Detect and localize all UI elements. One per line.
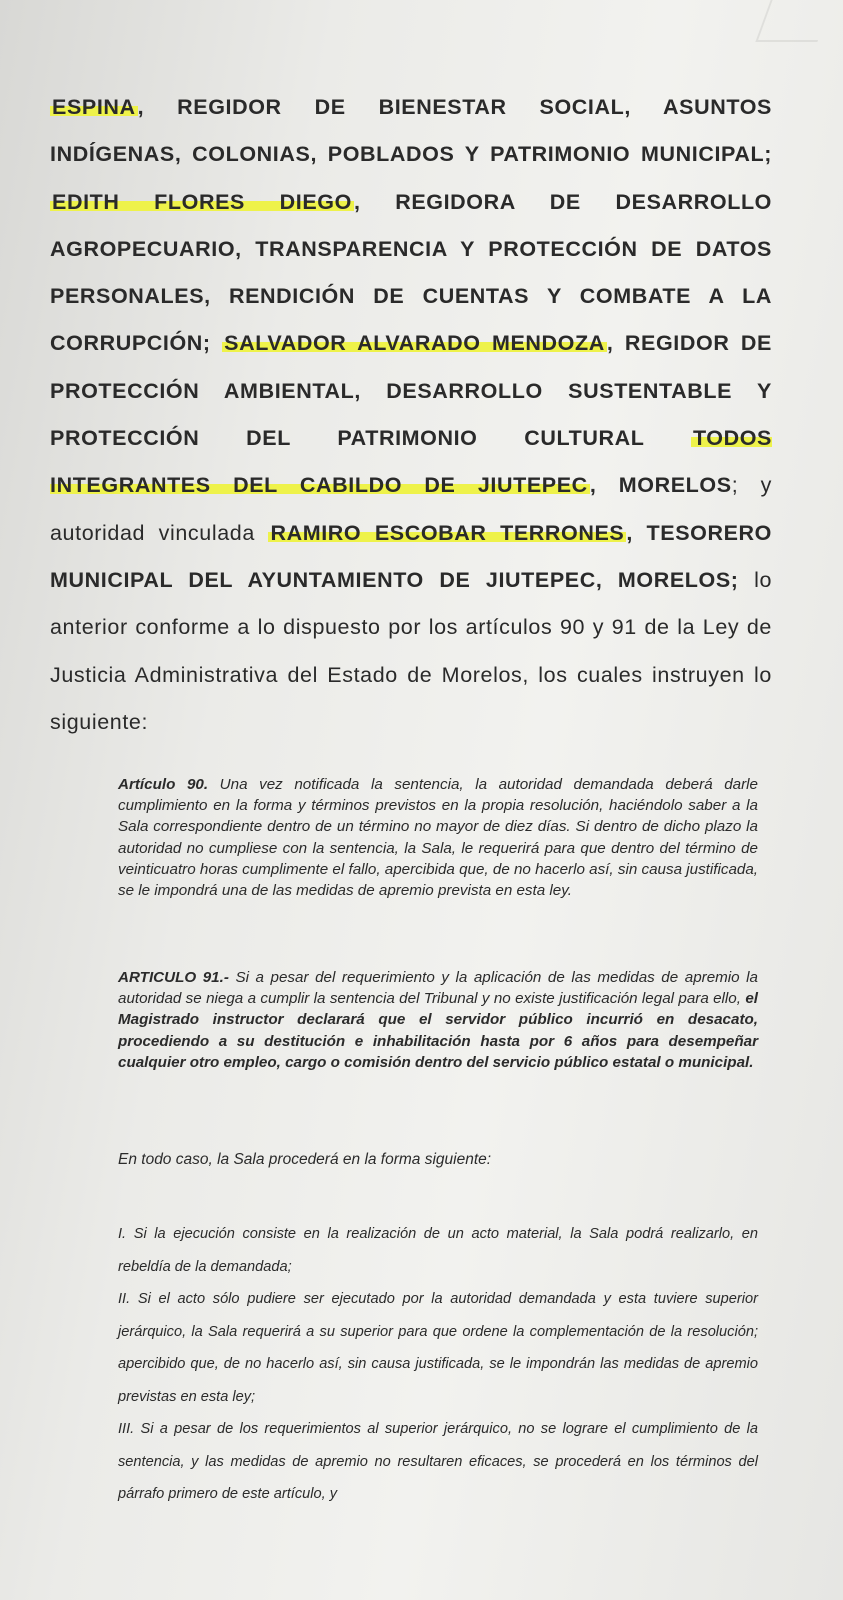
article-91-bold-text: el Magistrado instructor declarará que el servidor público incurrió en desacato, procediendo a su destitución e inhabilitación hasta por 6 años para desempeñar cualquier otro empleo, cargo o comisión dentro del servicio público estatal o municipal. — [118, 990, 758, 1071]
article-91-heading: ARTICULO 91.- — [118, 969, 229, 986]
text-segment: , REGIDORA DE DESARROLLO AGROPECUARIO, TRANSPARENCIA Y PROTECCIÓN DE DATOS PERSONALES, RENDICIÓN DE CUENTAS Y COMBATE A LA CORRUPCIÓN; — [50, 189, 773, 356]
en-todo-caso-line: En todo caso, la Sala procederá en la forma siguiente: — [118, 1151, 492, 1168]
text-segment: , REGIDOR DE PROTECCIÓN AMBIENTAL, DESARROLLO SUSTENTABLE Y PROTECCIÓN DEL PATRIMONIO CULTURAL — [50, 331, 772, 451]
highlight-espina: ESPINA — [52, 95, 136, 119]
fraccion-i: I. Si la ejecución consiste en la realización de un acto material, la Sala podrá realizarlo, en rebeldía de la demandada; — [118, 1226, 758, 1275]
text-segment: , REGIDOR DE BIENESTAR SOCIAL, ASUNTOS INDÍGENAS, COLONIAS, POBLADOS Y PATRIMONIO MUNICIPAL; — [50, 95, 772, 167]
text-segment: ; y autoridad vinculada — [50, 473, 773, 545]
article-90-heading: Artículo 90. — [118, 776, 209, 793]
article-91-text: Si a pesar del requerimiento y la aplicación de las medidas de apremio la autoridad se niega a cumplir la sentencia del Tribunal y no existe justificación legal para ello, — [118, 969, 759, 1008]
fraccion-iii: III. Si a pesar de los requerimientos al superior jerárquico, no se lograre el cumplimiento de la sentencia, y las medidas de apremio no resultaren eficaces, se procederá en los términos del párrafo primero de este artículo, y — [118, 1421, 758, 1502]
highlight-ramiro-escobar-terrones: RAMIRO ESCOBAR TERRONES — [270, 520, 625, 545]
fraccion-ii: II. Si el acto sólo pudiere ser ejecutado por la autoridad demandada y esta tuviere superior jerárquico, la Sala requerirá a su superior para que ordene la complementación de la resolución; apercibido que, de no hacerlo así, sin causa justificada, se le impondrán las medidas de apremio previstas en esta ley; — [118, 1291, 758, 1405]
highlight-edith-flores-diego: EDITH FLORES DIEGO — [52, 189, 352, 214]
highlight-salvador-alvarado-mendoza: SALVADOR ALVARADO MENDOZA — [224, 331, 605, 356]
text-segment: , MORELOS — [589, 473, 732, 498]
text-segment: lo anterior conforme a lo dispuesto por los artículos 90 y 91 de la Ley de Justicia Administrativa del Estado de Morelos, los cuales instruyen lo siguiente: — [50, 567, 772, 734]
article-90-text: Una vez notificada la sentencia, la autoridad demandada deberá darle cumplimiento en la forma y términos previstos en la propia resolución, haciéndolo saber a la Sala correspondiente dentro de un término no mayor de diez días. Si dentro de dicho plazo la autoridad no cumpliese con la sentencia, la Sala, le requerirá para que dentro del término de veinticuatro horas cumplimente el fallo, apercibida que, de no hacerlo así, sin causa justificada, se le impondrá una de las medidas de apremio prevista en esta ley. — [118, 776, 758, 900]
article-90-quote — [118, 774, 758, 901]
text-segment: , TESORERO MUNICIPAL DEL AYUNTAMIENTO DE JIUTEPEC, MORELOS; — [50, 520, 772, 592]
highlight-cabildo-jiutepec: TODOS INTEGRANTES DEL CABILDO DE JIUTEPEC — [50, 426, 772, 498]
page-corner-mark — [755, 0, 832, 42]
main-paragraph — [50, 84, 772, 746]
article-91-quote — [118, 967, 758, 1073]
fracciones-list — [118, 1218, 758, 1511]
